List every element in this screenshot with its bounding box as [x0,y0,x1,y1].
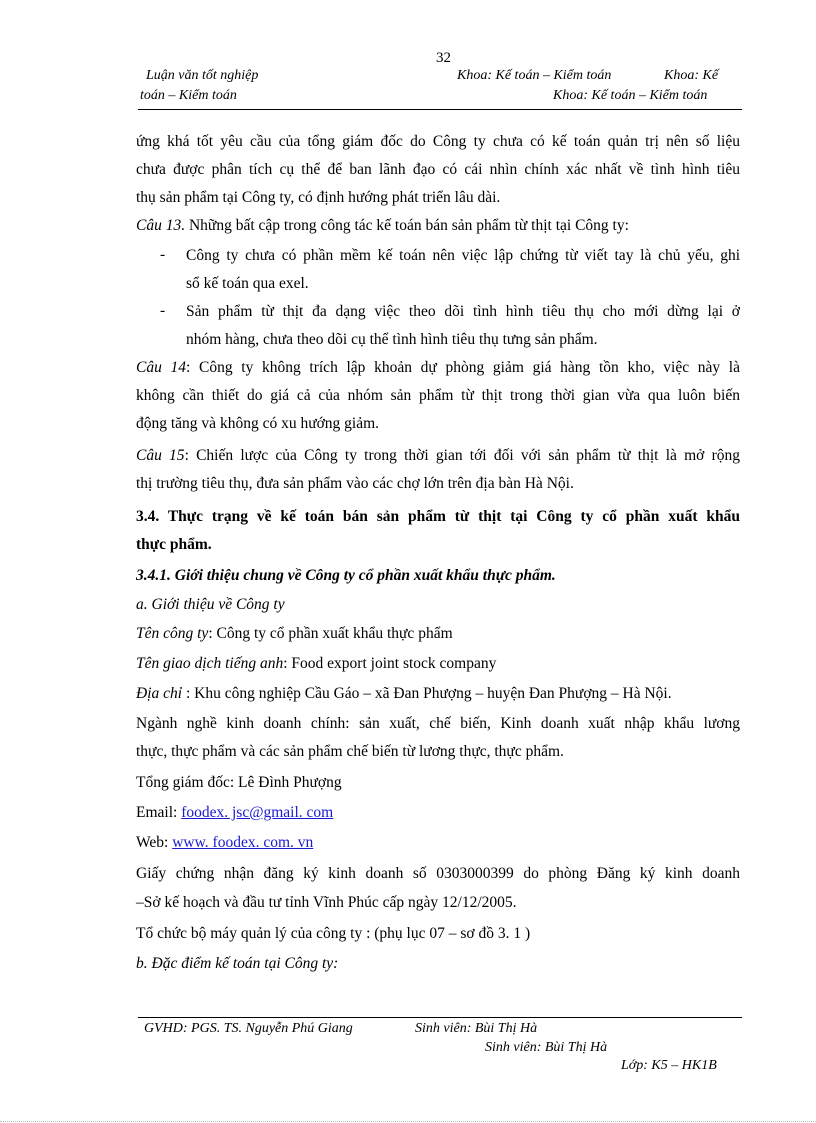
section-heading: 3.4. Thực trạng về kế toán bán sản phẩm từ thịt tại Công ty cổ phần xuất khẩu [136,508,740,525]
paragraph-line: động tăng và không có xu hướng giảm. [136,415,380,432]
director: Tổng giám đốc: Lê Đình Phượng [136,774,342,791]
subheading-b: b. Đặc điểm kế toán tại Công ty: [136,955,339,972]
trade-name-label: Tên giao dịch tiếng anh [136,655,284,672]
subheading-a: a. Giới thiệu về Công ty [136,596,285,613]
question-14-label: Câu 14 [136,359,187,376]
header-faculty-2: Khoa: Kế [664,68,719,83]
page-number: 32 [436,50,451,66]
certificate-line: –Sở kế hoạch và đầu tư tỉnh Vĩnh Phúc cấp ngày 12/12/2005. [136,894,517,911]
question-15-text: : Chiến lược của Công ty trong thời gian tới đối với sản phẩm từ thịt là mở rộng [184,447,740,464]
footer-rule [138,1017,742,1018]
footer-student-2: Sinh viên: Bùi Thị Hà [485,1040,608,1055]
business-line: Ngành nghề kinh doanh chính: sản xuất, chế biến, Kinh doanh xuất nhập khẩu lương [136,715,740,732]
footer-supervisor: GVHD: PGS. TS. Nguyễn Phú Giang [144,1021,353,1036]
header-faculty-1: Khoa: Kế toán – Kiểm toán [457,68,612,83]
bullet-dash: - [160,246,166,263]
paragraph-line: ứng khá tốt yêu cầu của tổng giám đốc do Công ty chưa có kế toán quản trị nên số liệu [136,133,740,150]
email-link[interactable]: foodex. jsc@gmail. com [181,804,334,821]
email-row [136,803,740,823]
company-name-value: : Công ty cổ phần xuất khẩu thực phẩm [208,625,453,642]
email-label: Email: [136,804,182,821]
certificate-line: Giấy chứng nhận đăng ký kinh doanh số 0303000399 do phòng Đăng ký kinh doanh [136,865,740,882]
question-13 [136,216,740,236]
question-15-label: Câu 15 [136,447,185,464]
web-row [136,833,740,853]
question-15 [136,446,740,466]
footer-student-1: Sinh viên: Bùi Thị Hà [415,1021,538,1036]
header-rule [138,109,742,110]
bullet-dash: - [160,302,166,319]
bullet-2-line: Sản phẩm từ thịt đa dạng việc theo dõi tình hình tiêu thụ cho mới dừng lại ở [186,303,740,320]
question-14-text: : Công ty không trích lập khoản dự phòng giảm giá hàng tồn kho, việc này là [186,359,740,376]
bullet-1-line: Công ty chưa có phần mềm kế toán nên việc lập chứng từ viết tay là chủ yếu, ghi [186,247,740,264]
subsection-heading: 3.4.1. Giới thiệu chung về Công ty cổ phần xuất khẩu thực phẩm. [136,567,556,584]
paragraph-line: thị trường tiêu thụ, đưa sản phẩm vào các chợ lớn trên địa bàn Hà Nội. [136,475,574,492]
address [136,684,740,704]
org-structure: Tổ chức bộ máy quản lý của công ty : (phụ lục 07 – sơ đồ 3. 1 ) [136,925,531,942]
trade-name-value: : Food export joint stock company [283,655,497,672]
paragraph-line: chưa được phân tích cụ thể để ban lãnh đạo có cái nhìn chính xác nhất về tình hình tiêu [136,161,740,178]
address-label: Địa chỉ [136,685,183,702]
header-thesis-title: Luận văn tốt nghiệp [146,68,259,83]
company-name-label: Tên công ty [136,625,209,642]
web-label: Web: [136,834,173,851]
bullet-1-line: sổ kế toán qua exel. [186,275,309,292]
question-13-text: Những bất cập trong công tác kế toán bán sản phẩm từ thịt tại Công ty: [185,217,629,234]
paragraph-line: thụ sản phẩm tại Công ty, có định hướng phát triển lâu dài. [136,189,501,206]
question-13-label: Câu 13. [136,217,186,234]
paragraph-line: không cần thiết do giá cả của nhóm sản phẩm từ thịt trong thời gian vừa qua luôn biến [136,387,740,404]
section-heading: thực phẩm. [136,536,212,553]
company-name [136,624,740,644]
header-faculty-3: Khoa: Kế toán – Kiểm toán [553,88,708,103]
bullet-2-line: nhóm hàng, chưa theo dõi cụ thể tình hình tiêu thụ tưng sản phẩm. [186,331,598,348]
address-value: : Khu công nghiệp Cầu Gáo – xã Đan Phượng – huyện Đan Phượng – Hà Nội. [182,685,672,702]
trade-name [136,654,740,674]
footer-class: Lớp: K5 – HK1B [621,1058,717,1073]
page-edge [0,1121,816,1122]
business-line: thực, thực phẩm và các sản phẩm chế biến từ lương thực, thực phẩm. [136,743,564,760]
header-faculty-continued: toán – Kiểm toán [140,88,237,103]
question-14 [136,358,740,378]
web-link[interactable]: www. foodex. com. vn [172,834,314,851]
